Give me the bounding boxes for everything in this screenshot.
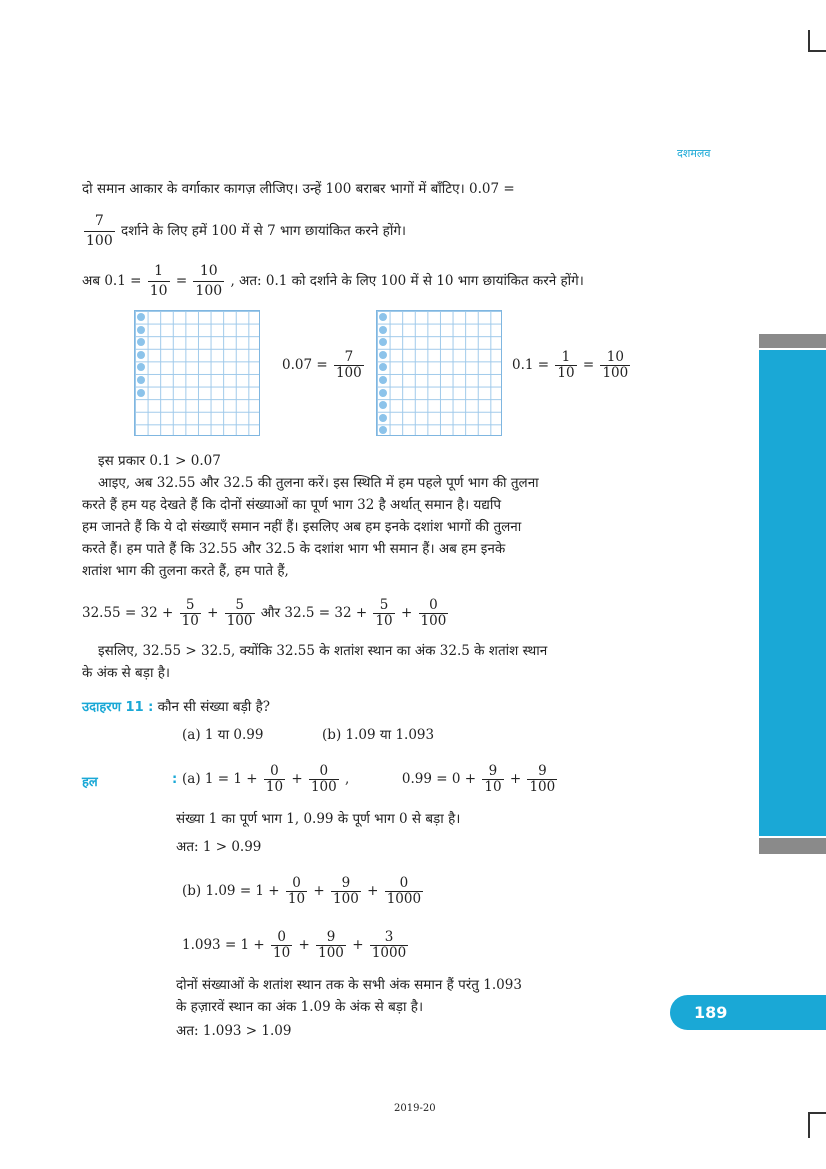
fraction-1-10 <box>148 262 170 301</box>
eq1-mid: और 32.5 = 32 + <box>260 605 368 621</box>
para-5-text-4: करते हैं। हम पाते हैं कि 32.55 और 32.5 के दशांश भाग भी समान हैं। अब हम इनके <box>82 541 506 557</box>
para-5-line-1 <box>98 474 539 492</box>
para-5-text-2: करते हैं हम यह देखते हैं कि दोनों संख्याओं का पूर्ण भाग 32 है अर्थात् समान है। यद्यपि <box>82 497 502 513</box>
plus-sign: + <box>291 771 303 787</box>
equals-sign: = <box>582 357 595 373</box>
fraction-3-1000 <box>370 930 408 961</box>
para-3-pre: अब 0.1 = <box>82 273 142 289</box>
grid-0-1 <box>376 310 502 436</box>
para-4 <box>98 452 221 470</box>
plus-sign: + <box>400 605 413 621</box>
denominator: 10 <box>484 779 502 795</box>
fraction-0-10 <box>264 764 285 795</box>
label-0-1 <box>512 350 632 381</box>
numerator: 9 <box>316 930 346 946</box>
fraction-0-1000 <box>385 876 423 907</box>
para-5-text-1: आइए, अब 32.55 और 32.5 की तुलना करें। इस स्थिति में हम पहले पूर्ण भाग की तुलना <box>98 475 539 491</box>
sol-text-2: अत: 1 > 0.99 <box>176 839 262 855</box>
numerator: 0 <box>271 930 292 946</box>
fraction-10-100 <box>193 262 224 301</box>
para-1-text: दो समान आकार के वर्गाकार कागज़ लीजिए। उन्हें 100 बराबर भागों में बाँटिए। 0.07 = <box>82 181 515 197</box>
para-5-line-4 <box>82 540 505 558</box>
sol-a-lhs: (a) 1 = 1 + <box>182 771 258 787</box>
sol-text-3: दोनों संख्याओं के शतांश स्थान तक के सभी अंक समान हैं परंतु 1.093 <box>176 977 522 993</box>
fraction-0-100 <box>309 764 339 795</box>
crop-mark-bottom-v <box>808 1112 810 1138</box>
denominator: 10 <box>287 891 306 907</box>
para-2-text: दर्शाने के लिए हमें 100 में से 7 भाग छायांकित करने होंगे। <box>121 223 407 239</box>
sol-c-lhs: (b) 1.09 = 1 + <box>182 883 280 899</box>
denominator: 1000 <box>386 891 422 907</box>
para-6-text-2: के अंक से बड़ा है। <box>82 665 171 681</box>
sidebar-blue-band <box>759 350 826 836</box>
fraction-9-100 <box>316 930 346 961</box>
denominator: 100 <box>602 365 629 381</box>
numerator: 10 <box>600 350 630 366</box>
label-0-07-text: 0.07 = <box>282 357 328 373</box>
solution-a-line <box>182 764 559 795</box>
fraction-5-100 <box>225 598 255 629</box>
fraction-9-100 <box>331 876 361 907</box>
para-1 <box>82 180 515 198</box>
sidebar-gray-bottom <box>759 838 826 854</box>
denominator: 10 <box>149 283 168 299</box>
solution-label: हल <box>82 775 98 790</box>
chapter-header: दशमलव <box>677 147 711 160</box>
fraction-9-10 <box>482 764 503 795</box>
para-5-line-5 <box>82 562 289 580</box>
crop-mark-top-v <box>808 30 810 52</box>
numerator: 0 <box>309 764 339 780</box>
solution-b-line <box>182 876 425 907</box>
solution-d-line <box>182 930 410 961</box>
para-6-line-2 <box>82 664 170 682</box>
para-4-text: इस प्रकार 0.1 > 0.07 <box>98 453 221 469</box>
page-number-badge <box>670 995 826 1030</box>
equation-32-55 <box>82 598 450 629</box>
example-11 <box>82 698 270 717</box>
numerator: 7 <box>84 212 115 232</box>
denominator: 1000 <box>371 945 407 961</box>
fraction-5-10-b <box>373 598 394 629</box>
fraction-0-10 <box>286 876 307 907</box>
para-5-text-5: शतांश भाग की तुलना करते हैं, हम पाते हैं, <box>82 563 289 579</box>
sol-d-lhs: 1.093 = 1 + <box>182 937 265 953</box>
numerator: 3 <box>370 930 408 946</box>
para-6-line-1 <box>98 642 547 660</box>
sol-text-5: अत: 1.093 > 1.09 <box>176 1023 292 1039</box>
solution-s5 <box>176 1022 291 1040</box>
numerator: 0 <box>419 598 449 614</box>
example-options <box>182 726 434 744</box>
solution-s1 <box>176 810 460 828</box>
para-3-post: , अत: 0.1 को दर्शाने के लिए 100 में से 10 भाग छायांकित करने होंगे। <box>230 273 584 289</box>
denominator: 100 <box>86 233 113 249</box>
denominator: 100 <box>226 613 253 629</box>
sol-b-lhs: 0.99 = 0 + <box>401 771 477 787</box>
denominator: 100 <box>335 365 362 381</box>
label-0-07 <box>282 350 366 381</box>
label-0-1-text: 0.1 = <box>512 357 550 373</box>
equals-sign: = <box>175 273 188 289</box>
sidebar-gray-top <box>759 334 826 348</box>
denominator: 100 <box>529 779 556 795</box>
para-2 <box>82 212 406 251</box>
denominator: 10 <box>273 945 291 961</box>
para-3 <box>82 262 584 301</box>
numerator: 5 <box>373 598 394 614</box>
footer-year: 2019-20 <box>394 1103 436 1114</box>
denominator: 100 <box>420 613 447 629</box>
numerator: 5 <box>225 598 255 614</box>
denominator: 10 <box>181 613 199 629</box>
numerator: 0 <box>264 764 285 780</box>
denominator: 10 <box>557 365 575 381</box>
plus-sign: + <box>313 883 325 899</box>
fraction-0-100 <box>419 598 449 629</box>
plus-sign: + <box>367 883 379 899</box>
solution-s3 <box>176 976 522 994</box>
numerator: 7 <box>334 350 364 366</box>
fraction-10-100-fig <box>600 350 630 381</box>
fraction-0-10 <box>271 930 292 961</box>
crop-mark-top-h <box>808 50 826 52</box>
sol-text-1: संख्या 1 का पूर्ण भाग 1, 0.99 के पूर्ण भाग 0 से बड़ा है। <box>176 811 461 827</box>
numerator: 9 <box>482 764 503 780</box>
option-b: (b) 1.09 या 1.093 <box>322 727 435 743</box>
para-6-text-1: इसलिए, 32.55 > 32.5, क्योंकि 32.55 के शतांश स्थान का अंक 32.5 के शतांश स्थान <box>98 643 548 659</box>
denominator: 100 <box>195 283 223 299</box>
solution-colon: : <box>172 772 178 787</box>
denominator: 100 <box>318 945 344 961</box>
numerator: 1 <box>555 350 576 366</box>
crop-mark-bottom-h <box>808 1112 826 1114</box>
fraction-9-100 <box>527 764 557 795</box>
example-question: कौन सी संख्या बड़ी है? <box>157 699 270 715</box>
numerator: 1 <box>148 262 170 282</box>
denominator: 10 <box>265 779 284 795</box>
solution-s2 <box>176 838 261 856</box>
plus-sign: + <box>298 937 310 953</box>
fraction-1-10-fig <box>555 350 576 381</box>
para-5-line-3 <box>82 518 521 536</box>
fraction-7-100 <box>84 212 115 251</box>
para-5-line-2 <box>82 496 501 514</box>
sol-text-4: के हज़ारवें स्थान का अंक 1.09 के अंक से बड़ा है। <box>176 999 424 1015</box>
comma: , <box>345 771 350 787</box>
numerator: 5 <box>180 598 201 614</box>
shaded-cells-10 <box>379 313 389 439</box>
solution-s4 <box>176 998 423 1016</box>
denominator: 100 <box>310 779 337 795</box>
denominator: 100 <box>333 891 359 907</box>
plus-sign: + <box>352 937 364 953</box>
plus-sign: + <box>509 771 522 787</box>
fraction-7-100-fig <box>334 350 364 381</box>
numerator: 0 <box>286 876 307 892</box>
option-a: (a) 1 या 0.99 <box>182 727 264 743</box>
eq1-lhs: 32.55 = 32 + <box>82 605 174 621</box>
para-5-text-3: हम जानते हैं कि ये दो संख्याएँ समान नहीं हैं। इसलिए अब हम इनके दशांश भागों की तुलना <box>82 519 522 535</box>
numerator: 10 <box>193 262 224 282</box>
plus-sign: + <box>207 605 219 621</box>
example-label: उदाहरण 11 : <box>82 700 154 715</box>
fraction-5-10 <box>180 598 201 629</box>
numerator: 0 <box>385 876 423 892</box>
grid-0-07 <box>134 310 260 436</box>
page-number: 189 <box>694 1003 728 1022</box>
denominator: 10 <box>375 613 393 629</box>
numerator: 9 <box>527 764 557 780</box>
numerator: 9 <box>331 876 361 892</box>
shaded-cells-7 <box>137 313 147 401</box>
